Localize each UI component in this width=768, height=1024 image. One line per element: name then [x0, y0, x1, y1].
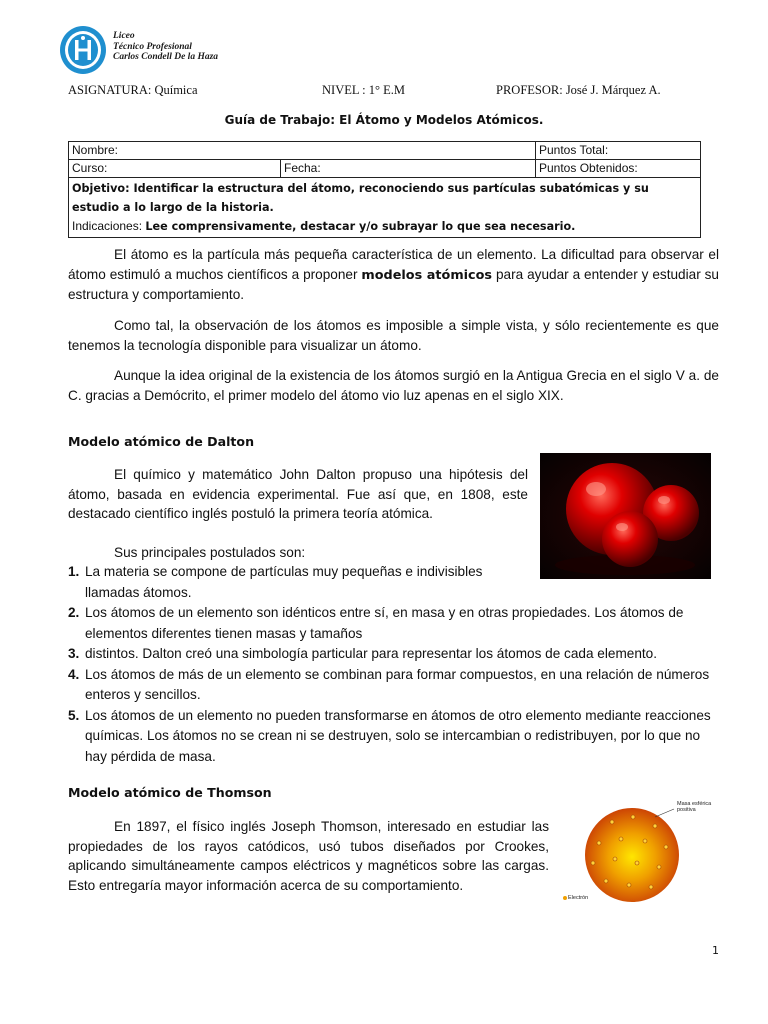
level-label: NIVEL : 1° E.M — [322, 83, 405, 97]
dalton-p1-text: El químico y matemático John Dalton propuso una hipótesis del átomo, basada en evidencia experimental. Fue así que, en 1808, este destacado científico inglés postuló la primera teoría atómica. — [68, 467, 528, 521]
list-item-text: Los átomos de un elemento no pueden transformarse en átomos de otro elemento mediante reacciones químicas. Los átomos no se crean ni se destruyen, solo se intercambian o redistribuyen, por lo que no hay pérdida de masa. — [85, 707, 711, 764]
list-item-text: Los átomos de un elemento son idénticos entre sí, en masa y en otras propiedades. Los átomos de elementos diferentes tienen masas y tamaños — [85, 605, 684, 641]
subject-label: ASIGNATURA: Química — [68, 83, 198, 97]
instructions-label: Indicaciones: — [72, 219, 146, 233]
dalton-p2-text: Sus principales postulados son: — [114, 545, 306, 560]
thomson-heading: Modelo atómico de Thomson — [68, 785, 272, 800]
list-number: 4. — [68, 666, 80, 682]
intro-p3-text: Aunque la idea original de la existencia de los átomos surgió en la Antigua Grecia en el siglo V a. de C. gracias a Demócrito, el primer modelo del átomo vio luz apenas en el siglo XIX. — [68, 368, 719, 403]
list-item-text: La materia se compone de partículas muy pequeñas e indivisibles llamadas átomos. — [85, 564, 483, 600]
instructions-text: Lee comprensivamente, destacar y/o subrayar lo que sea necesario. — [145, 220, 576, 233]
thomson-p1-text: En 1897, el físico inglés Joseph Thomson, interesado en estudiar las propiedades de los rayos catódicos, usó tubos diseñados por Crookes, aplicando simultáneamente campos eléctricos y magnéticos sobre las cargas. Esto entregaría mayor información acerca de su comportamiento. — [68, 819, 549, 893]
thomson-figure-legend: Electrón — [568, 895, 589, 901]
total-points-field[interactable]: Puntos Total: — [536, 142, 701, 160]
page-number: 1 — [712, 944, 719, 957]
dalton-heading: Modelo atómico de Dalton — [68, 434, 255, 449]
list-item-text: Los átomos de más de un elemento se combinan para formar compuestos, en una relación de números enteros y sencillos. — [85, 666, 710, 702]
intro-p1-text-b: para ayudar a entender y estudiar su estructura y comportamiento. — [68, 266, 719, 302]
obtained-points-field[interactable]: Puntos Obtenidos: — [536, 160, 701, 178]
dalton-spheres-image — [540, 453, 711, 579]
school-name — [113, 31, 218, 63]
list-item — [68, 603, 719, 644]
objective-cell — [69, 178, 701, 238]
school-line-3: Carlos Condell De la Haza — [113, 52, 219, 62]
list-item — [68, 706, 719, 768]
objective-text: Identificar la estructura del átomo, reconociendo sus partículas subatómicas y su estudio a lo largo de la historia. — [72, 182, 649, 214]
name-field[interactable]: Nombre: — [69, 142, 536, 160]
figure-label-line-2: positiva — [677, 807, 696, 813]
intro-paragraph-3 — [68, 366, 719, 405]
page-title: Guía de Trabajo: El Átomo y Modelos Atómicos. — [224, 113, 544, 127]
intro-paragraph-2 — [68, 316, 719, 355]
objective-label: Objetivo: — [72, 182, 130, 195]
date-field[interactable]: Fecha: — [281, 160, 536, 178]
list-item — [68, 562, 535, 603]
thomson-paragraph — [68, 817, 549, 895]
list-item-text: distintos. Dalton creó una simbología particular para representar los átomos de cada elemento. — [85, 646, 658, 661]
list-number: 2. — [68, 605, 80, 620]
list-number: 5. — [68, 707, 80, 723]
dalton-postulates-intro — [68, 543, 528, 563]
intro-p1-bold: modelos atómicos — [361, 267, 493, 283]
figure-label-line-1: Masa esférica — [677, 801, 712, 807]
intro-paragraph-1 — [68, 245, 719, 305]
student-info-table — [68, 141, 701, 238]
intro-p1-text-a: El átomo es la partícula más pequeña característica de un elemento. La dificultad para observar el átomo estimuló a muchos científicos a proponer — [68, 247, 719, 282]
teacher-label: PROFESOR: José J. Márquez A. — [496, 83, 661, 97]
thomson-model-image — [559, 797, 711, 909]
intro-p2-text: Como tal, la observación de los átomos es imposible a simple vista, y sólo recientemente es que tenemos la tecnología disponible para visualizar un átomo. — [68, 318, 719, 353]
list-item — [68, 665, 719, 706]
thomson-figure-label — [677, 801, 711, 813]
course-field[interactable]: Curso: — [69, 160, 281, 178]
list-number: 1. — [68, 564, 80, 579]
school-logo — [58, 24, 108, 76]
list-number: 3. — [68, 646, 80, 661]
list-item — [68, 644, 719, 665]
school-line-2: Técnico Profesional — [113, 41, 192, 52]
school-line-1: Liceo — [113, 31, 135, 41]
dalton-postulates-list — [68, 562, 719, 767]
dalton-paragraph — [68, 465, 528, 524]
